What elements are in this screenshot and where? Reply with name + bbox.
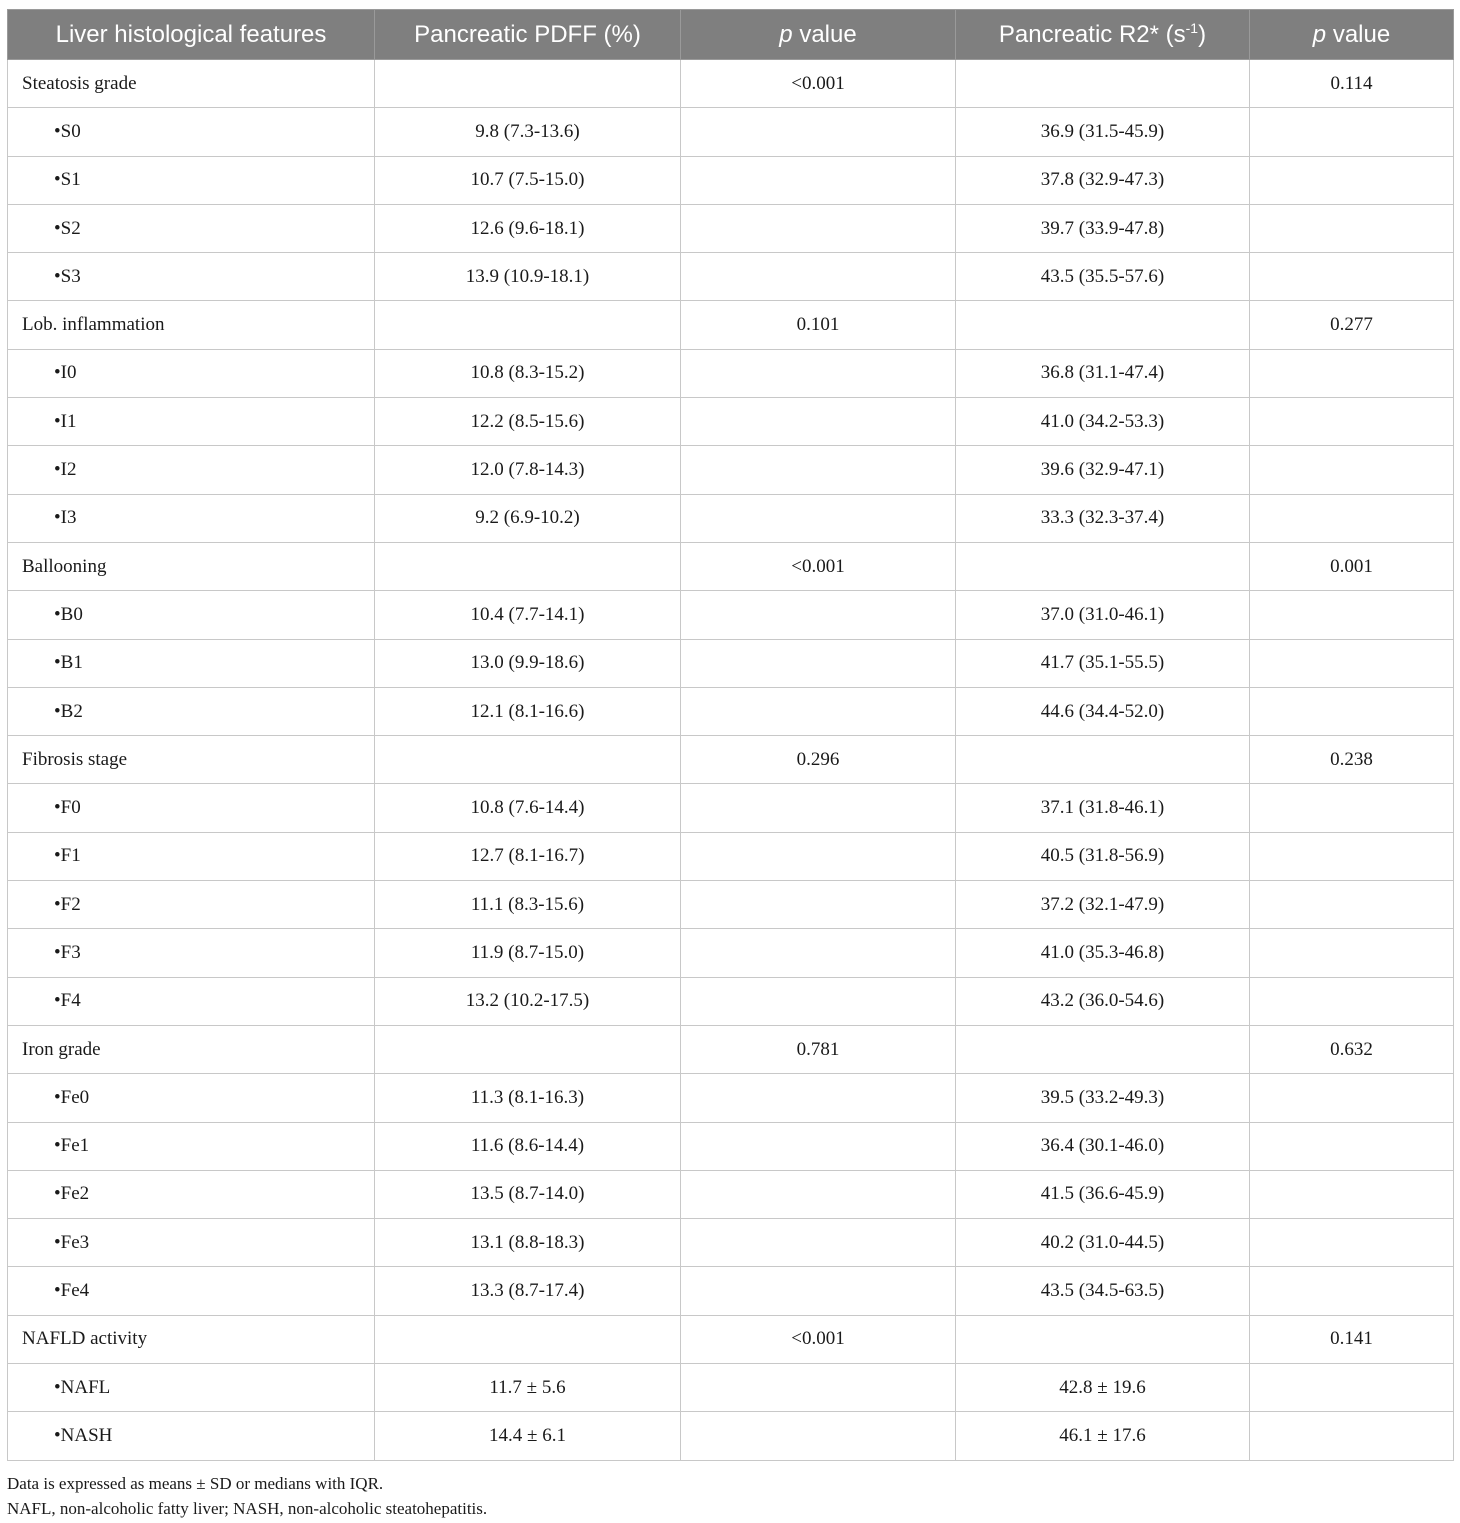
table-group-row (8, 1315, 1454, 1363)
table-group-row (8, 1025, 1454, 1073)
cell-feature: Lob. inflammation (8, 301, 375, 349)
cell-p-value-r2star (1250, 1170, 1454, 1218)
cell-r2star: 40.5 (31.8-56.9) (956, 832, 1250, 880)
cell-pdff: 10.8 (7.6-14.4) (375, 784, 681, 832)
cell-feature: •F3 (8, 929, 375, 977)
table-header (8, 10, 1454, 60)
cell-r2star: 37.0 (31.0-46.1) (956, 591, 1250, 639)
cell-r2star: 44.6 (34.4-52.0) (956, 687, 1250, 735)
cell-p-value-pdff (681, 204, 956, 252)
cell-r2star (956, 301, 1250, 349)
cell-pdff: 12.6 (9.6-18.1) (375, 204, 681, 252)
cell-feature: •Fe1 (8, 1122, 375, 1170)
cell-feature: •Fe3 (8, 1219, 375, 1267)
cell-feature: •Fe0 (8, 1074, 375, 1122)
table-subrow (8, 398, 1454, 446)
table-body (8, 60, 1454, 1461)
cell-p-value-pdff (681, 494, 956, 542)
cell-pdff: 13.5 (8.7-14.0) (375, 1170, 681, 1218)
cell-p-value-pdff (681, 108, 956, 156)
table-subrow (8, 784, 1454, 832)
table-subrow (8, 446, 1454, 494)
cell-p-value-pdff (681, 1364, 956, 1412)
table-subrow (8, 687, 1454, 735)
table-subrow (8, 494, 1454, 542)
table-subrow (8, 1170, 1454, 1218)
footnote-abbreviations: NAFL, non-alcoholic fatty liver; NASH, non-alcoholic steatohepatitis. (7, 1498, 488, 1518)
cell-feature: •S1 (8, 156, 375, 204)
cell-r2star (956, 736, 1250, 784)
cell-r2star: 39.5 (33.2-49.3) (956, 1074, 1250, 1122)
cell-p-value-r2star: 0.141 (1250, 1315, 1454, 1363)
cell-r2star: 37.1 (31.8-46.1) (956, 784, 1250, 832)
cell-p-value-r2star (1250, 349, 1454, 397)
cell-feature: •S3 (8, 253, 375, 301)
cell-feature: •B0 (8, 591, 375, 639)
cell-r2star: 37.2 (32.1-47.9) (956, 881, 1250, 929)
cell-p-value-r2star (1250, 204, 1454, 252)
cell-p-value-pdff (681, 1074, 956, 1122)
cell-p-value-r2star (1250, 108, 1454, 156)
cell-pdff (375, 1315, 681, 1363)
cell-pdff (375, 1025, 681, 1073)
cell-p-value-r2star (1250, 1219, 1454, 1267)
cell-p-value-pdff (681, 639, 956, 687)
cell-feature: •F0 (8, 784, 375, 832)
header-liver-features: Liver histological features (8, 10, 375, 60)
cell-r2star: 41.0 (34.2-53.3) (956, 398, 1250, 446)
cell-r2star: 42.8 ± 19.6 (956, 1364, 1250, 1412)
table-group-row (8, 60, 1454, 108)
cell-pdff: 12.2 (8.5-15.6) (375, 398, 681, 446)
cell-r2star: 39.7 (33.9-47.8) (956, 204, 1250, 252)
cell-p-value-pdff: <0.001 (681, 542, 956, 590)
cell-p-value-r2star (1250, 591, 1454, 639)
cell-feature: •I1 (8, 398, 375, 446)
cell-feature: •S2 (8, 204, 375, 252)
table-subrow (8, 1219, 1454, 1267)
cell-feature: •I2 (8, 446, 375, 494)
cell-r2star: 43.5 (35.5-57.6) (956, 253, 1250, 301)
table-subrow (8, 881, 1454, 929)
cell-p-value-pdff (681, 156, 956, 204)
table-subrow (8, 977, 1454, 1025)
cell-pdff: 10.8 (8.3-15.2) (375, 349, 681, 397)
cell-p-value-pdff (681, 929, 956, 977)
cell-feature: •B2 (8, 687, 375, 735)
cell-p-value-pdff (681, 881, 956, 929)
cell-p-value-r2star: 0.238 (1250, 736, 1454, 784)
header-pancreatic-r2star: Pancreatic R2* $(s^{-1})$ (956, 10, 1250, 60)
cell-p-value-pdff: 0.781 (681, 1025, 956, 1073)
cell-p-value-r2star (1250, 398, 1454, 446)
cell-feature: NAFLD activity (8, 1315, 375, 1363)
cell-p-value-r2star (1250, 1074, 1454, 1122)
cell-p-value-pdff (681, 1219, 956, 1267)
cell-feature: •F1 (8, 832, 375, 880)
cell-p-value-r2star: 0.632 (1250, 1025, 1454, 1073)
table-subrow (8, 1074, 1454, 1122)
cell-p-value-pdff: 0.101 (681, 301, 956, 349)
histology-table (7, 9, 1454, 1461)
cell-pdff (375, 60, 681, 108)
cell-p-value-r2star (1250, 929, 1454, 977)
cell-pdff: 11.1 (8.3-15.6) (375, 881, 681, 929)
cell-pdff: 11.9 (8.7-15.0) (375, 929, 681, 977)
table-subrow (8, 253, 1454, 301)
table-footnotes (7, 1471, 1453, 1521)
cell-pdff: 12.1 (8.1-16.6) (375, 687, 681, 735)
cell-p-value-r2star (1250, 446, 1454, 494)
table-subrow (8, 156, 1454, 204)
cell-feature: •F4 (8, 977, 375, 1025)
cell-pdff: 11.7 ± 5.6 (375, 1364, 681, 1412)
cell-r2star: 39.6 (32.9-47.1) (956, 446, 1250, 494)
table-subrow (8, 639, 1454, 687)
table-subrow (8, 832, 1454, 880)
cell-p-value-r2star (1250, 253, 1454, 301)
cell-p-value-r2star (1250, 639, 1454, 687)
cell-r2star (956, 1315, 1250, 1363)
cell-r2star: 37.8 (32.9-47.3) (956, 156, 1250, 204)
cell-feature: •NAFL (8, 1364, 375, 1412)
cell-pdff: 13.0 (9.9-18.6) (375, 639, 681, 687)
cell-p-value-r2star (1250, 494, 1454, 542)
cell-feature: •B1 (8, 639, 375, 687)
cell-feature: Iron grade (8, 1025, 375, 1073)
cell-r2star: 36.4 (30.1-46.0) (956, 1122, 1250, 1170)
cell-pdff: 10.4 (7.7-14.1) (375, 591, 681, 639)
cell-feature: •I0 (8, 349, 375, 397)
table-group-row (8, 736, 1454, 784)
header-pancreatic-pdff: Pancreatic PDFF (%) (375, 10, 681, 60)
cell-pdff: 13.3 (8.7-17.4) (375, 1267, 681, 1315)
cell-p-value-r2star (1250, 977, 1454, 1025)
cell-r2star: 46.1 ± 17.6 (956, 1412, 1250, 1460)
cell-r2star: 40.2 (31.0-44.5) (956, 1219, 1250, 1267)
cell-p-value-pdff (681, 1122, 956, 1170)
cell-p-value-pdff (681, 1412, 956, 1460)
cell-feature: Ballooning (8, 542, 375, 590)
table-subrow (8, 929, 1454, 977)
cell-p-value-r2star (1250, 1122, 1454, 1170)
cell-r2star: 43.5 (34.5-63.5) (956, 1267, 1250, 1315)
cell-pdff (375, 736, 681, 784)
cell-r2star: 41.5 (36.6-45.9) (956, 1170, 1250, 1218)
cell-pdff (375, 542, 681, 590)
cell-pdff (375, 301, 681, 349)
table-subrow (8, 349, 1454, 397)
cell-p-value-r2star: 0.114 (1250, 60, 1454, 108)
cell-r2star: 41.0 (35.3-46.8) (956, 929, 1250, 977)
cell-feature: •NASH (8, 1412, 375, 1460)
cell-p-value-r2star (1250, 1412, 1454, 1460)
cell-p-value-pdff (681, 687, 956, 735)
cell-p-value-r2star (1250, 1364, 1454, 1412)
cell-pdff: 13.1 (8.8-18.3) (375, 1219, 681, 1267)
cell-p-value-pdff (681, 446, 956, 494)
table-subrow (8, 108, 1454, 156)
cell-p-value-r2star: 0.001 (1250, 542, 1454, 590)
cell-pdff: 13.2 (10.2-17.5) (375, 977, 681, 1025)
cell-p-value-pdff (681, 977, 956, 1025)
cell-pdff: 13.9 (10.9-18.1) (375, 253, 681, 301)
cell-feature: •Fe2 (8, 1170, 375, 1218)
cell-feature: •I3 (8, 494, 375, 542)
cell-feature: •S0 (8, 108, 375, 156)
cell-r2star: 43.2 (36.0-54.6) (956, 977, 1250, 1025)
footnote-data-expression: Data is expressed as means ± SD or medians with IQR. (7, 1473, 384, 1493)
cell-p-value-pdff: <0.001 (681, 1315, 956, 1363)
cell-feature: •F2 (8, 881, 375, 929)
cell-p-value-r2star (1250, 1267, 1454, 1315)
cell-pdff: 14.4 ± 6.1 (375, 1412, 681, 1460)
cell-pdff: 12.7 (8.1-16.7) (375, 832, 681, 880)
table-group-row (8, 301, 1454, 349)
table-subrow (8, 1364, 1454, 1412)
cell-pdff: 11.6 (8.6-14.4) (375, 1122, 681, 1170)
cell-r2star: 36.9 (31.5-45.9) (956, 108, 1250, 156)
cell-p-value-pdff (681, 398, 956, 446)
cell-p-value-r2star (1250, 687, 1454, 735)
cell-pdff: 9.2 (6.9-10.2) (375, 494, 681, 542)
cell-r2star (956, 1025, 1250, 1073)
cell-r2star: 36.8 (31.1-47.4) (956, 349, 1250, 397)
cell-feature: •Fe4 (8, 1267, 375, 1315)
cell-r2star: 41.7 (35.1-55.5) (956, 639, 1250, 687)
cell-pdff: 9.8 (7.3-13.6) (375, 108, 681, 156)
cell-p-value-pdff: <0.001 (681, 60, 956, 108)
cell-pdff: 11.3 (8.1-16.3) (375, 1074, 681, 1122)
cell-feature: Steatosis grade (8, 60, 375, 108)
cell-r2star (956, 60, 1250, 108)
cell-r2star: 33.3 (32.3-37.4) (956, 494, 1250, 542)
cell-p-value-r2star (1250, 784, 1454, 832)
table-subrow (8, 1122, 1454, 1170)
cell-p-value-pdff (681, 1170, 956, 1218)
cell-p-value-pdff (681, 1267, 956, 1315)
cell-p-value-pdff: 0.296 (681, 736, 956, 784)
table-subrow (8, 591, 1454, 639)
table-subrow (8, 1412, 1454, 1460)
cell-p-value-pdff (681, 253, 956, 301)
cell-p-value-r2star: 0.277 (1250, 301, 1454, 349)
cell-p-value-r2star (1250, 156, 1454, 204)
document (7, 9, 1453, 1521)
table-subrow (8, 1267, 1454, 1315)
cell-p-value-pdff (681, 784, 956, 832)
cell-pdff: 12.0 (7.8-14.3) (375, 446, 681, 494)
table-group-row (8, 542, 1454, 590)
cell-p-value-pdff (681, 832, 956, 880)
table-subrow (8, 204, 1454, 252)
cell-r2star (956, 542, 1250, 590)
cell-p-value-r2star (1250, 832, 1454, 880)
cell-p-value-pdff (681, 591, 956, 639)
header-row (8, 10, 1454, 60)
header-p-value-r2star: p value (1250, 10, 1454, 60)
cell-p-value-r2star (1250, 881, 1454, 929)
header-p-value-pdff: p value (681, 10, 956, 60)
cell-pdff: 10.7 (7.5-15.0) (375, 156, 681, 204)
cell-p-value-pdff (681, 349, 956, 397)
cell-feature: Fibrosis stage (8, 736, 375, 784)
